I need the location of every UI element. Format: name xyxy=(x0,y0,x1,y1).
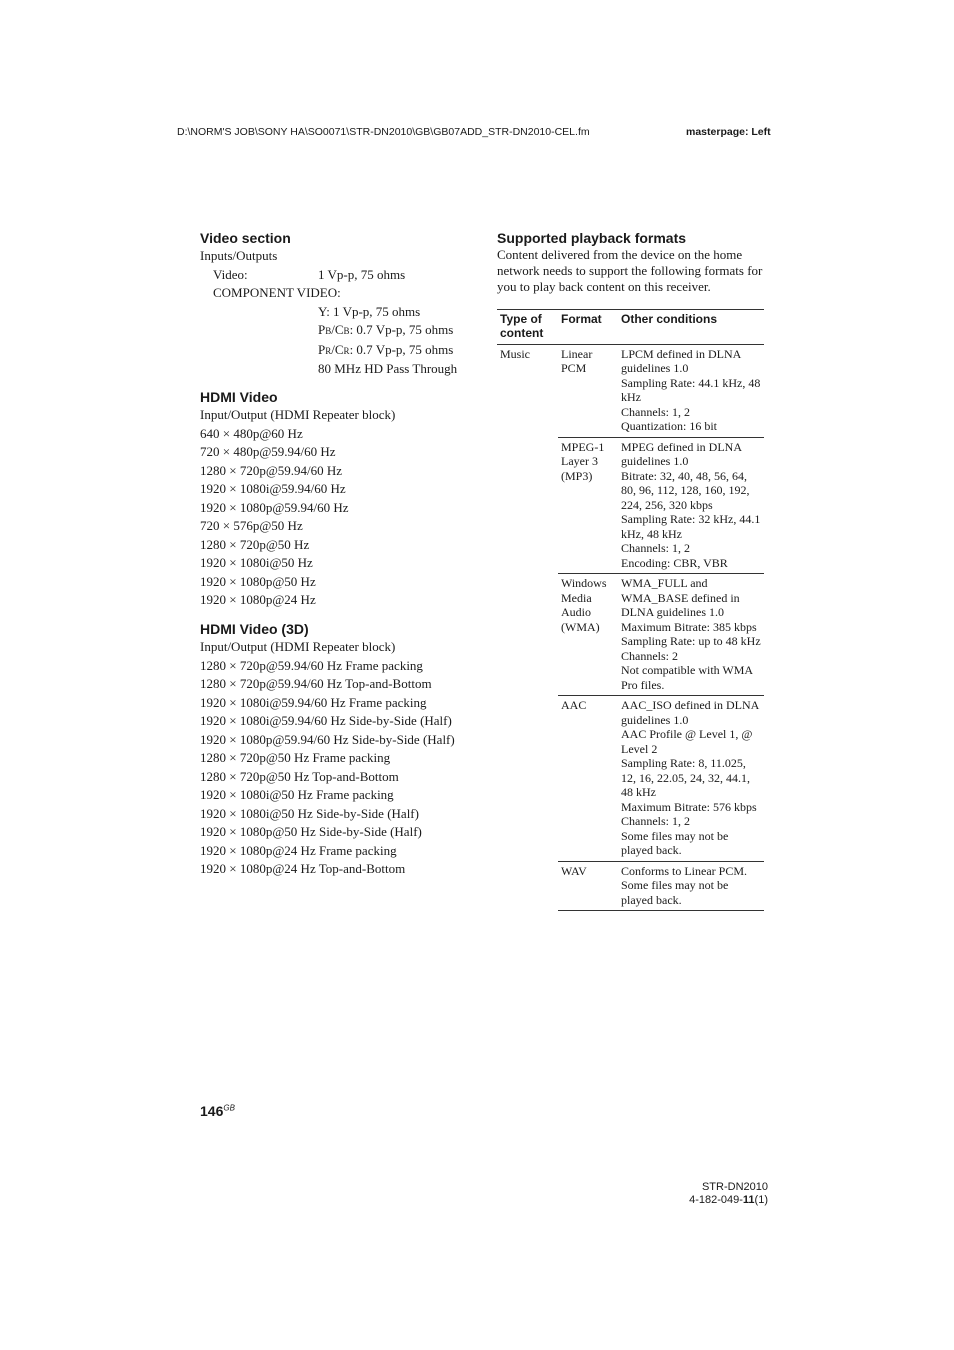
table-row xyxy=(497,344,764,437)
col-header-conditions: Other conditions xyxy=(621,311,717,326)
condition-line: Channels: 1, 2 xyxy=(621,541,690,556)
hdmi-video-3d-heading: HDMI Video (3D) xyxy=(200,621,309,637)
page-number-suffix: GB xyxy=(223,1103,235,1113)
list-item: 1920 × 1080i@50 Hz xyxy=(200,555,313,570)
list-item: 1920 × 1080p@50 Hz xyxy=(200,573,316,589)
pr-slash-c: /C xyxy=(331,341,344,357)
format-cell: WAV xyxy=(558,861,618,911)
table-header-row xyxy=(497,309,764,344)
pb-sub-b: B xyxy=(325,326,332,336)
list-item: 1280 × 720p@50 Hz Frame packing xyxy=(200,750,391,765)
model-name: STR-DN2010 xyxy=(701,1181,768,1193)
playback-intro: Content delivered from the device on the home network needs to support the following formats for you to play back content on this receiver. xyxy=(497,247,763,295)
col-header-format: Format xyxy=(561,311,602,326)
formats-table xyxy=(497,309,764,912)
condition-line: Sampling Rate: 32 kHz, 44.1 kHz, 48 kHz xyxy=(621,512,761,541)
list-item: 1920 × 1080i@59.94/60 Hz Side-by-Side (Half) xyxy=(200,713,452,728)
condition-line: Quantization: 16 bit xyxy=(621,419,717,434)
format-cell: Linear PCM xyxy=(561,346,593,376)
condition-line: Sampling Rate: 44.1 kHz, 48 kHz xyxy=(621,375,761,405)
pr-rest: : 0.7 Vp-p, 75 ohms xyxy=(349,341,454,357)
condition-line: Some files may not be played back. xyxy=(621,878,729,907)
pb-rest: : 0.7 Vp-p, 75 ohms xyxy=(349,322,454,337)
content-type-cell: Music xyxy=(500,346,530,361)
code-suffix: (1) xyxy=(754,1194,768,1206)
list-item: 1280 × 720p@50 Hz xyxy=(200,536,310,552)
list-item: 1920 × 1080i@50 Hz Side-by-Side (Half) xyxy=(200,805,419,821)
condition-line: Conforms to Linear PCM. xyxy=(621,863,747,878)
condition-line: Sampling Rate: up to 48 kHz xyxy=(621,634,761,649)
list-item: 1920 × 1080p@24 Hz xyxy=(200,592,316,607)
list-item: 1920 × 1080p@24 Hz Frame packing xyxy=(200,842,397,858)
video-section xyxy=(200,230,490,379)
list-item: Input/Output (HDMI Repeater block) xyxy=(200,407,396,422)
page-number xyxy=(200,1103,235,1119)
list-item: 1920 × 1080p@50 Hz Side-by-Side (Half) xyxy=(200,824,422,839)
playback-formats-section xyxy=(497,230,764,911)
component-pb-value xyxy=(200,321,490,341)
list-item: 1920 × 1080p@24 Hz Top-and-Bottom xyxy=(200,861,406,876)
condition-line: Encoding: CBR, VBR xyxy=(621,555,728,570)
list-item: 1920 × 1080i@50 Hz Frame packing xyxy=(200,787,394,802)
model-code xyxy=(689,1194,768,1207)
format-cell: AAC xyxy=(558,696,618,862)
condition-line: AAC Profile @ Level 1, @ Level 2 xyxy=(621,727,753,756)
condition-line: Maximum Bitrate: 385 kbps xyxy=(621,619,757,634)
list-item: 1920 × 1080p@59.94/60 Hz xyxy=(200,499,349,515)
code-prefix: 4-182-049- xyxy=(689,1194,743,1206)
hdmi-video-heading: HDMI Video xyxy=(200,389,278,405)
pr-sub-r: R xyxy=(325,345,332,356)
condition-line: LPCM defined in DLNA guidelines 1.0 xyxy=(621,346,741,376)
component-video-label: COMPONENT VIDEO: xyxy=(213,285,341,300)
pb-sub-b2: B xyxy=(343,326,350,336)
model-info xyxy=(689,1181,768,1207)
condition-line: Channels: 1, 2 xyxy=(621,404,690,419)
code-bold: 11 xyxy=(742,1194,755,1206)
condition-line: MPEG defined in DLNA guidelines 1.0 xyxy=(621,439,742,469)
list-item: Input/Output (HDMI Repeater block) xyxy=(200,639,396,654)
condition-line: Bitrate: 32, 40, 48, 56, 64, 80, 96, 112, 128, 160, 192, 224, 256, 320 kbps xyxy=(621,468,750,512)
file-path-header: D:\NORM'S JOB\SONY HA\SO0071\STR-DN2010\GB\GB07ADD_STR-DN2010-CEL.fm xyxy=(177,126,590,138)
component-y-value: Y: 1 Vp-p, 75 ohms xyxy=(318,303,421,319)
conditions-cell xyxy=(618,574,764,696)
condition-line: Sampling Rate: 8, 11.025, 12, 16, 22.05, 24, 32, 44.1, 48 kHz xyxy=(621,756,750,800)
list-item: 1280 × 720p@59.94/60 Hz Frame packing xyxy=(200,657,423,673)
page-number-value: 146 xyxy=(200,1103,224,1119)
conditions-cell xyxy=(618,861,764,911)
list-item: 1920 × 1080i@59.94/60 Hz xyxy=(200,481,346,496)
masterpage-label: masterpage: Left xyxy=(686,126,771,138)
hdmi-video-section xyxy=(200,389,490,610)
inputs-outputs-label: Inputs/Outputs xyxy=(200,248,278,263)
list-item: 640 × 480p@60 Hz xyxy=(200,425,303,441)
video-section-heading: Video section xyxy=(200,230,291,246)
conditions-cell xyxy=(618,344,764,437)
format-cell: Windows Media Audio (WMA) xyxy=(558,574,618,696)
list-item: 1280 × 720p@50 Hz Top-and-Bottom xyxy=(200,768,399,784)
pb-p: P xyxy=(318,322,326,337)
pr-sub-r2: R xyxy=(343,345,350,356)
video-value: 1 Vp-p, 75 ohms xyxy=(318,266,406,282)
hdmi-video-3d-section xyxy=(200,621,490,879)
list-item: 1920 × 1080p@59.94/60 Hz Side-by-Side (Half) xyxy=(200,731,455,747)
list-item: 1280 × 720p@59.94/60 Hz xyxy=(200,462,343,478)
condition-line: Channels: 1, 2 xyxy=(621,814,690,829)
conditions-cell xyxy=(618,696,764,862)
condition-line: WMA_FULL and WMA_BASE defined in DLNA guidelines 1.0 xyxy=(621,576,740,620)
condition-line: AAC_ISO defined in DLNA guidelines 1.0 xyxy=(621,698,759,727)
video-spec-row xyxy=(200,266,490,285)
component-pr-value xyxy=(200,341,490,361)
hd-pass-through: 80 MHz HD Pass Through xyxy=(318,361,458,376)
condition-line: Not compatible with WMA Pro files. xyxy=(621,663,753,692)
list-item: 720 × 576p@50 Hz xyxy=(200,518,303,533)
format-cell: MPEG-1 Layer 3 (MP3) xyxy=(558,437,618,574)
condition-line: Channels: 2 xyxy=(621,648,678,663)
pb-slash-c: /C xyxy=(331,322,344,337)
condition-line: Maximum Bitrate: 576 kbps xyxy=(621,799,757,814)
col-header-type: Type of content xyxy=(500,311,544,341)
condition-line: Some files may not be played back. xyxy=(621,828,729,858)
pr-p: P xyxy=(318,341,326,357)
list-item: 720 × 480p@59.94/60 Hz xyxy=(200,444,336,459)
video-label: Video: xyxy=(213,266,248,282)
list-item: 1920 × 1080i@59.94/60 Hz Frame packing xyxy=(200,694,427,710)
playback-formats-heading: Supported playback formats xyxy=(497,230,687,246)
list-item: 1280 × 720p@59.94/60 Hz Top-and-Bottom xyxy=(200,676,432,691)
conditions-cell xyxy=(618,437,764,574)
